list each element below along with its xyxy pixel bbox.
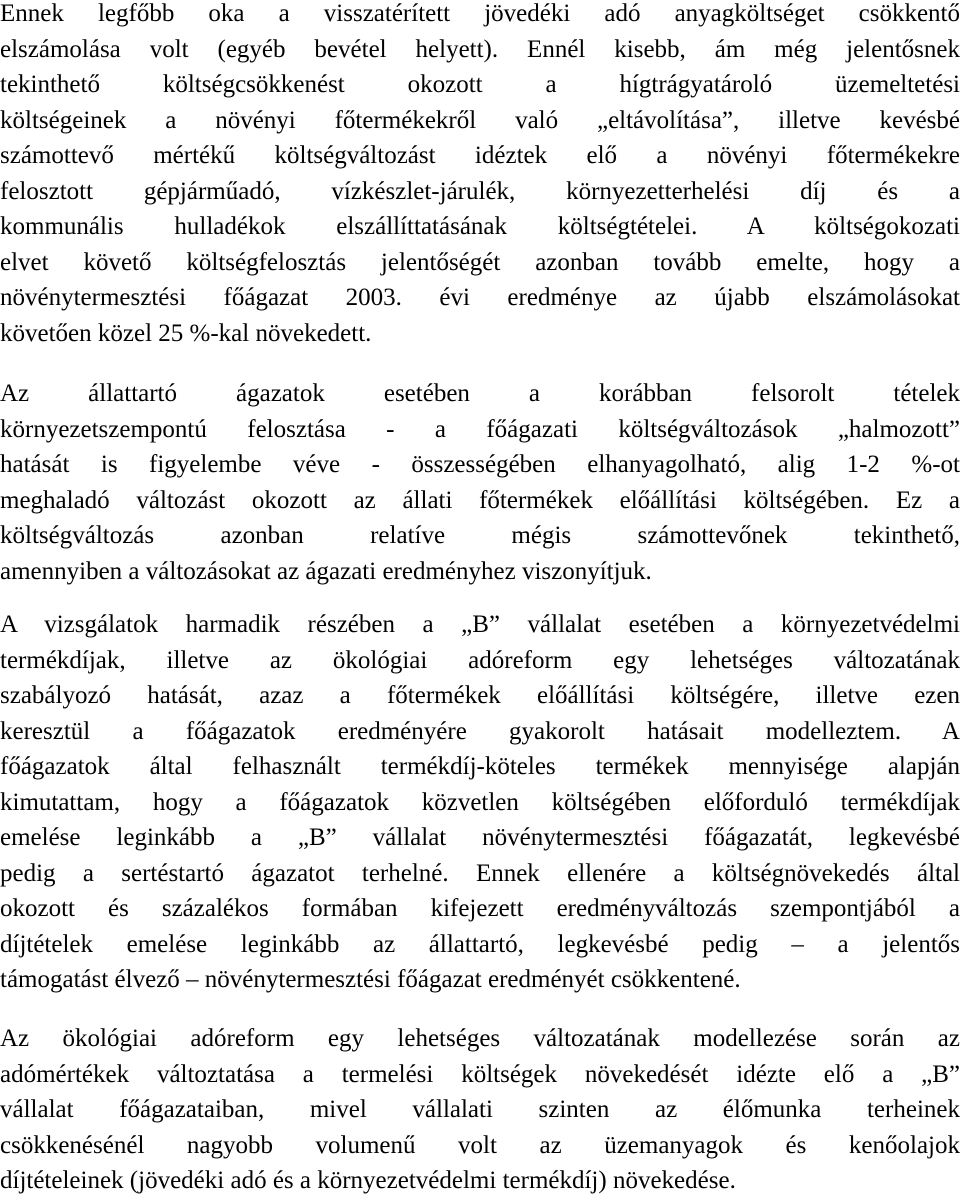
text-line: okozott és százalékos formában kifejezett eredményváltozás szempontjából a <box>0 895 960 922</box>
text-line: elszámolása volt (egyéb bevétel helyett). Ennél kisebb, ám még jelentősnek <box>0 35 960 63</box>
text-line: amennyiben a változásokat az ágazati eredményhez viszonyítjuk. <box>0 557 652 585</box>
text-line: Ennek legfőbb oka a visszatérített jövedéki adó anyagköltséget csökkentő <box>0 0 960 27</box>
text-line: vállalat főágazataiban, mivel vállalati szinten az élőmunka terheinek <box>0 1096 960 1123</box>
text-line: számottevő mértékű költségváltozást idéztek elő a növényi főtermékekre <box>0 142 960 169</box>
text-line: termékdíjak, illetve az ökológiai adóreform egy lehetséges változatának <box>0 646 960 674</box>
text-line: tekinthető költségcsökkenést okozott a hígtrágyatároló üzemeltetési <box>0 71 960 98</box>
text-line: támogatást élvező – növénytermesztési főágazat eredményét csökkentené. <box>0 966 741 993</box>
text-line: kimutattam, hogy a főágazatok közvetlen költségében előforduló termékdíjak <box>0 788 960 816</box>
text-line: követően közel 25 %-kal növekedett. <box>0 319 372 347</box>
text-line: főágazatok által felhasznált termékdíj-köteles termékek mennyisége alapján <box>0 753 960 780</box>
text-line: Az állattartó ágazatok esetében a korábban felsorolt tételek <box>0 380 960 407</box>
text-line: hatását is figyelembe véve - összességében elhanyagolható, alig 1-2 %-ot <box>0 451 960 478</box>
text-line: környezetszempontú felosztása - a főágazati költségváltozások „halmozott” <box>0 415 960 443</box>
text-line: meghaladó változást okozott az állati főtermékek előállítási költségében. Ez a <box>0 486 960 514</box>
text-line: emelése leginkább a „B” vállalat növénytermesztési főágazatát, legkevésbé <box>0 824 960 851</box>
text-line: szabályozó hatását, azaz a főtermékek előállítási költségére, illetve ezen <box>0 682 960 709</box>
text-line: költségváltozás azonban relatíve mégis számottevőnek tekinthető, <box>0 522 960 549</box>
paragraph-4 <box>0 1021 960 1199</box>
paragraph-1 <box>0 0 960 351</box>
text-line: felosztott gépjárműadó, vízkészlet-járulék, környezetterhelési díj és a <box>0 177 960 205</box>
text-line: kommunális hulladékok elszállíttatásának költségtételei. A költségokozati <box>0 213 960 240</box>
text-line: díjtételek emelése leginkább az állattartó, legkevésbé pedig – a jelentős <box>0 930 960 958</box>
text-line: díjtételeinek (jövedéki adó és a környezetvédelmi termékdíj) növekedése. <box>0 1167 736 1194</box>
text-line: adómértékek változtatása a termelési költségek növekedését idézte elő a „B” <box>0 1060 960 1088</box>
text-line: költségeinek a növényi főtermékekről való „eltávolítása”, illetve kevésbé <box>0 106 960 134</box>
text-line: keresztül a főágazatok eredményére gyakorolt hatásait modelleztem. A <box>0 717 960 745</box>
text-line: csökkenésénél nagyobb volumenű volt az üzemanyagok és kenőolajok <box>0 1131 960 1159</box>
text-line: növénytermesztési főágazat 2003. évi eredménye az újabb elszámolásokat <box>0 284 960 311</box>
paragraph-3 <box>0 607 960 998</box>
paragraph-2 <box>0 376 960 589</box>
text-line: Az ökológiai adóreform egy lehetséges változatának modellezése során az <box>0 1025 960 1052</box>
text-line: pedig a sertéstartó ágazatot terhelné. Ennek ellenére a költségnövekedés által <box>0 859 960 887</box>
text-line: A vizsgálatok harmadik részében a „B” vállalat esetében a környezetvédelmi <box>0 611 960 638</box>
text-line: elvet követő költségfelosztás jelentőségét azonban tovább emelte, hogy a <box>0 248 960 276</box>
